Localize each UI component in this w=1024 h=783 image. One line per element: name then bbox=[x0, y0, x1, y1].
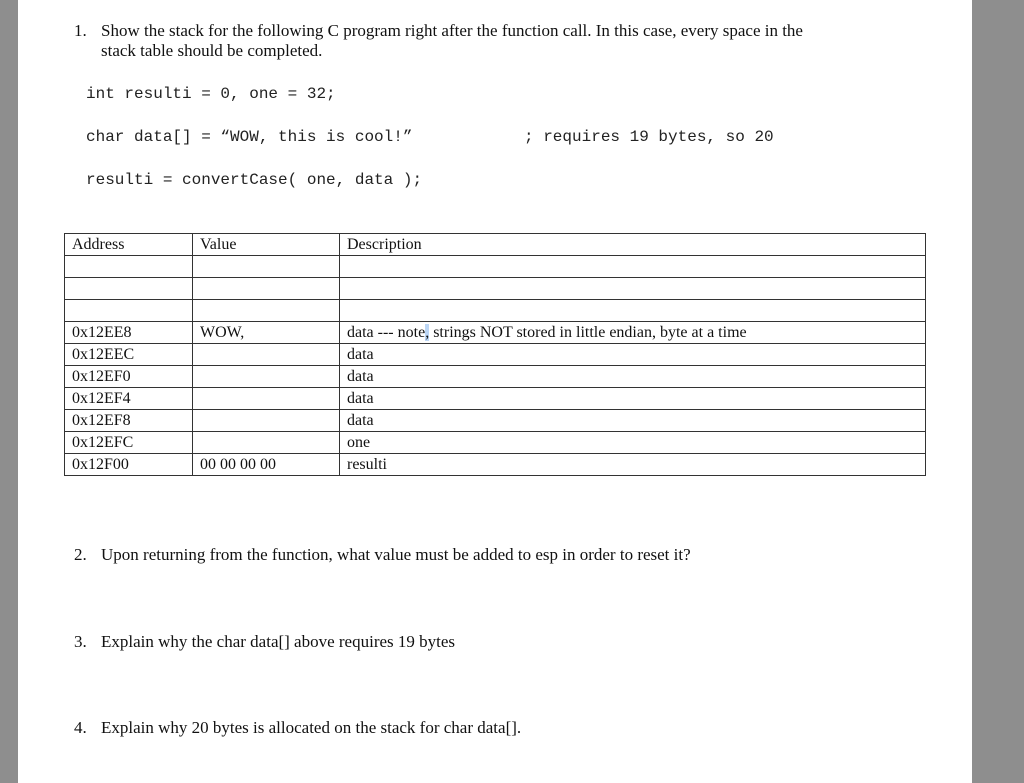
table-row bbox=[65, 322, 926, 344]
description-text: strings NOT stored in little endian, byte at a time bbox=[429, 323, 747, 341]
question-2-number: 2. bbox=[74, 545, 87, 564]
header-address: Address bbox=[65, 234, 193, 256]
code-line-2: char data[] = “WOW, this is cool!” bbox=[86, 128, 413, 146]
table-row bbox=[65, 432, 926, 454]
table-row-blank bbox=[65, 278, 926, 300]
text-cursor-selection: , bbox=[425, 323, 430, 341]
code-line-3: resulti = convertCase( one, data ); bbox=[86, 171, 423, 189]
cell-value bbox=[193, 410, 340, 432]
cell-value bbox=[193, 388, 340, 410]
cell-description bbox=[340, 322, 926, 344]
cell-value bbox=[193, 366, 340, 388]
question-1-number: 1. bbox=[74, 21, 87, 40]
table-row bbox=[65, 344, 926, 366]
cell-description: resulti bbox=[340, 454, 926, 476]
question-1-line-2: stack table should be completed. bbox=[101, 41, 323, 60]
header-value: Value bbox=[193, 234, 340, 256]
cell-address: 0x12EEC bbox=[65, 344, 193, 366]
cell-address: 0x12EF4 bbox=[65, 388, 193, 410]
cell-value: WOW, bbox=[193, 322, 340, 344]
table-row bbox=[65, 388, 926, 410]
cell-description: data bbox=[340, 344, 926, 366]
table-row-blank bbox=[65, 256, 926, 278]
table-row bbox=[65, 366, 926, 388]
description-text: data --- note bbox=[347, 323, 426, 341]
cell-description: one bbox=[340, 432, 926, 454]
code-line-1: int resulti = 0, one = 32; bbox=[86, 85, 336, 103]
cell-value bbox=[193, 432, 340, 454]
stack-table bbox=[64, 233, 926, 476]
table-header-row bbox=[65, 234, 926, 256]
table-row bbox=[65, 454, 926, 476]
code-line-2-comment: ; requires 19 bytes, so 20 bbox=[524, 128, 774, 146]
question-4-number: 4. bbox=[74, 718, 87, 737]
cell-address: 0x12EF0 bbox=[65, 366, 193, 388]
cell-description: data bbox=[340, 388, 926, 410]
question-3-text: Explain why the char data[] above requires 19 bytes bbox=[101, 632, 456, 651]
document-page bbox=[18, 0, 972, 783]
cell-description: data bbox=[340, 410, 926, 432]
cell-address: 0x12F00 bbox=[65, 454, 193, 476]
cell-value: 00 00 00 00 bbox=[193, 454, 340, 476]
question-3-number: 3. bbox=[74, 632, 87, 651]
cell-description: data bbox=[340, 366, 926, 388]
cell-address: 0x12EF8 bbox=[65, 410, 193, 432]
question-4-text: Explain why 20 bytes is allocated on the stack for char data[]. bbox=[101, 718, 522, 737]
header-description: Description bbox=[340, 234, 926, 256]
cell-value bbox=[193, 344, 340, 366]
cell-address: 0x12EE8 bbox=[65, 322, 193, 344]
question-2-text: Upon returning from the function, what value must be added to esp in order to reset it? bbox=[101, 545, 691, 564]
cell-address: 0x12EFC bbox=[65, 432, 193, 454]
question-1-line-1: Show the stack for the following C program right after the function call. In this case, every space in the bbox=[101, 21, 803, 40]
table-row bbox=[65, 410, 926, 432]
table-row-blank bbox=[65, 300, 926, 322]
